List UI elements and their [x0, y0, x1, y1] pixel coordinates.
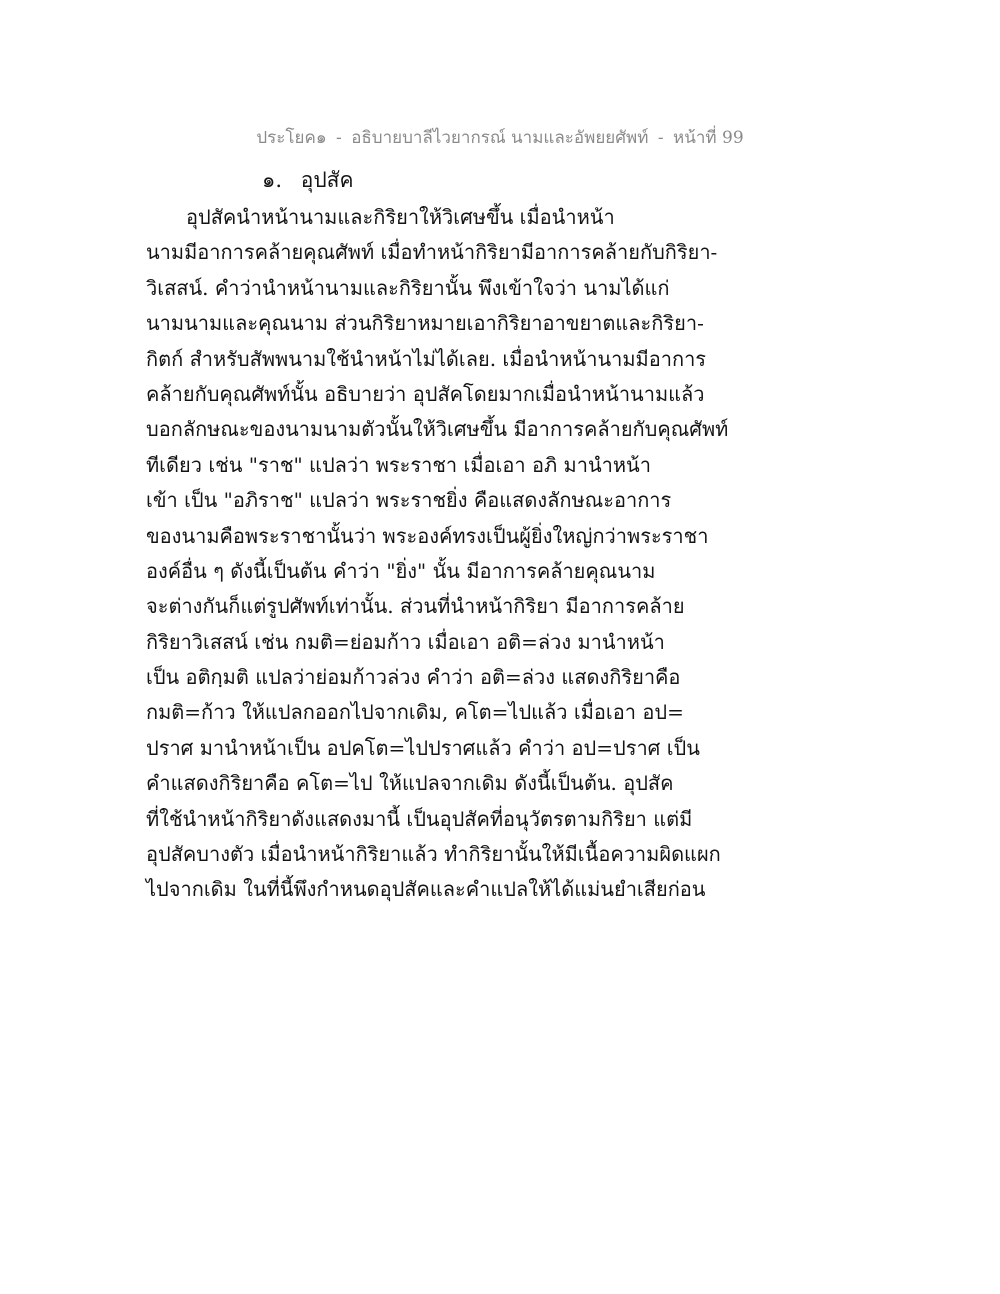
text-line: เข้า เป็น "อภิราช" แปลว่า พระราชยิ่ง คือแสดงลักษณะอาการ	[146, 488, 672, 513]
text-line: กิตก์ สำหรับสัพพนามใช้นำหน้าไม่ได้เลย. เมื่อนำหน้านามมีอาการ	[146, 346, 707, 371]
body-paragraph	[146, 200, 729, 908]
text-line: บอกลักษณะของนามนามตัวนั้นให้วิเศษขึ้น มีอาการคล้ายกับคุณศัพท์	[146, 417, 729, 442]
header-separator: -	[657, 128, 664, 148]
text-line: องค์อื่น ๆ ดังนี้เป็นต้น คำว่า "ยิ่ง" นั้น มีอาการคล้ายคุณนาม	[146, 558, 656, 583]
header-separator: -	[336, 128, 342, 148]
header-book: ประโยค๑	[256, 128, 327, 148]
header-subject: อธิบายบาลีไวยากรณ์ นามและอัพยยศัพท์	[351, 128, 649, 148]
text-line: อุปสัคบางตัว เมื่อนำหน้ากิริยาแล้ว ทำกิริยานั้นให้มีเนื้อความผิดแผก	[146, 842, 721, 867]
text-line: ทีเดียว เช่น "ราช" แปลว่า พระราชา เมื่อเอา อภิ มานำหน้า	[146, 452, 651, 477]
text-line: คำแสดงกิริยาคือ คโต=ไป ให้แปลจากเดิม ดังนี้เป็นต้น. อุปสัค	[146, 771, 674, 796]
text-line: เป็น อติกฺมติ แปลว่าย่อมก้าวล่วง คำว่า อติ=ล่วง แสดงกิริยาคือ	[146, 665, 681, 690]
text-line: กิริยาวิเสสน์ เช่น กมติ=ย่อมก้าว เมื่อเอา อติ=ล่วง มานำหน้า	[146, 629, 665, 654]
text-line: นามมีอาการคล้ายคุณศัพท์ เมื่อทำหน้ากิริยามีอาการคล้ายกับกิริยา-	[146, 240, 718, 265]
text-line: ของนามคือพระราชานั้นว่า พระองค์ทรงเป็นผู้ยิ่งใหญ่กว่าพระราชา	[146, 523, 709, 548]
text-line: อุปสัคนำหน้านามและกิริยาให้วิเศษขึ้น เมื่อนำหน้า	[186, 205, 615, 229]
text-line: กมติ=ก้าว ให้แปลกออกไปจากเดิม, คโต=ไปแล้ว เมื่อเอา อป=	[146, 700, 684, 725]
text-line: นามนามและคุณนาม ส่วนกิริยาหมายเอากิริยาอาขยาตและกิริยา-	[146, 311, 704, 336]
text-line: ปราศ มานำหน้าเป็น อปคโต=ไปปราศแล้ว คำว่า อป=ปราศ เป็น	[146, 735, 700, 760]
text-line: คล้ายกับคุณศัพท์นั้น อธิบายว่า อุปสัคโดยมากเมื่อนำหน้านามแล้ว	[146, 381, 705, 406]
text-line: จะต่างกันก็แต่รูปศัพท์เท่านั้น. ส่วนที่นำหน้ากิริยา มีอาการคล้าย	[146, 594, 685, 619]
text-line: ไปจากเดิม ในที่นี้พึงกำหนดอุปสัคและคำแปลให้ได้แม่นยำเสียก่อน	[146, 877, 706, 902]
text-line: วิเสสน์. คำว่านำหน้านามและกิริยานั้น พึงเข้าใจว่า นามได้แก่	[146, 275, 670, 300]
section-number: ๑.	[262, 168, 283, 192]
header-page-number: หน้าที่ 99	[673, 128, 744, 148]
section-heading	[262, 164, 354, 197]
section-title: อุปสัค	[300, 168, 354, 192]
text-line: ที่ใช้นำหน้ากิริยาดังแสดงมานี้ เป็นอุปสัคที่อนุวัตรตามกิริยา แต่มี	[146, 806, 693, 831]
running-header	[0, 124, 1000, 151]
